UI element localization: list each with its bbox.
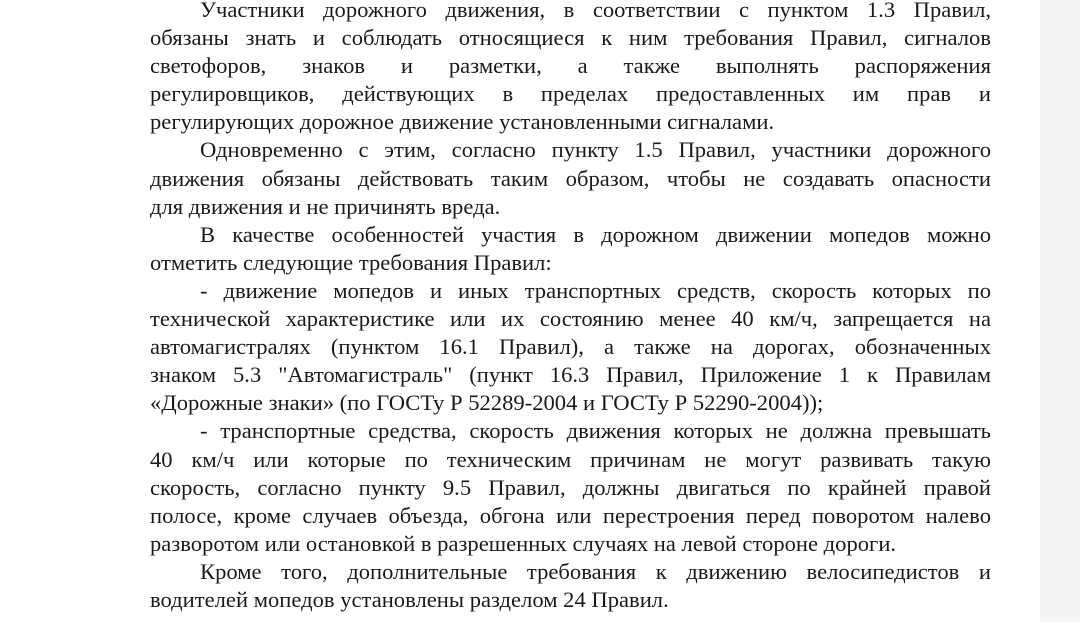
text-line: 40 км/ч или которые по техническим причинам не могут развивать такую xyxy=(150,446,991,472)
text-line: знаком 5.3 "Автомагистраль" (пункт 16.3 Правил, Приложение 1 к Правилам xyxy=(150,362,991,388)
text-line: регулирующих дорожное движение установленными сигналами. xyxy=(150,109,775,135)
text-line: разворотом или остановкой в разрешенных случаях на левой стороне дороги. xyxy=(150,530,897,556)
text-line: Одновременно с этим, согласно пункту 1.5 Правил, участники дорожного xyxy=(200,137,991,163)
page-margin-strip xyxy=(1040,0,1080,622)
text-line: «Дорожные знаки» (по ГОСТу Р 52289-2004 и ГОСТу Р 52290-2004)); xyxy=(150,390,824,416)
text-line: Кроме того, дополнительные требования к движению велосипедистов и xyxy=(200,558,991,584)
text-line: отметить следующие требования Правил: xyxy=(150,249,552,275)
text-line: регулировщиков, действующих в пределах предоставленных им прав и xyxy=(150,81,991,107)
text-line: скорость, согласно пункту 9.5 Правил, должны двигаться по крайней правой xyxy=(150,474,991,500)
document-body xyxy=(150,0,991,614)
text-line: Участники дорожного движения, в соответствии с пунктом 1.3 Правил, xyxy=(200,0,991,22)
text-line: водителей мопедов установлены разделом 24 Правил. xyxy=(150,586,669,612)
text-line: движения обязаны действовать таким образом, чтобы не создавать опасности xyxy=(150,165,991,191)
text-line: В качестве особенностей участия в дорожном движении мопедов можно xyxy=(200,221,991,247)
text-line: - движение мопедов и иных транспортных средств, скорость которых по xyxy=(200,277,991,303)
text-line: автомагистралях (пунктом 16.1 Правил), а также на дорогах, обозначенных xyxy=(150,334,991,360)
text-line: полосе, кроме случаев объезда, обгона или перестроения перед поворотом налево xyxy=(150,502,991,528)
text-line: технической характеристике или их состоянию менее 40 км/ч, запрещается на xyxy=(150,306,991,332)
text-line: обязаны знать и соблюдать относящиеся к ним требования Правил, сигналов xyxy=(150,25,991,51)
text-line: - транспортные средства, скорость движения которых не должна превышать xyxy=(200,418,991,444)
text-line: для движения и не причинять вреда. xyxy=(150,193,501,219)
text-line: светофоров, знаков и разметки, а также выполнять распоряжения xyxy=(150,53,991,79)
